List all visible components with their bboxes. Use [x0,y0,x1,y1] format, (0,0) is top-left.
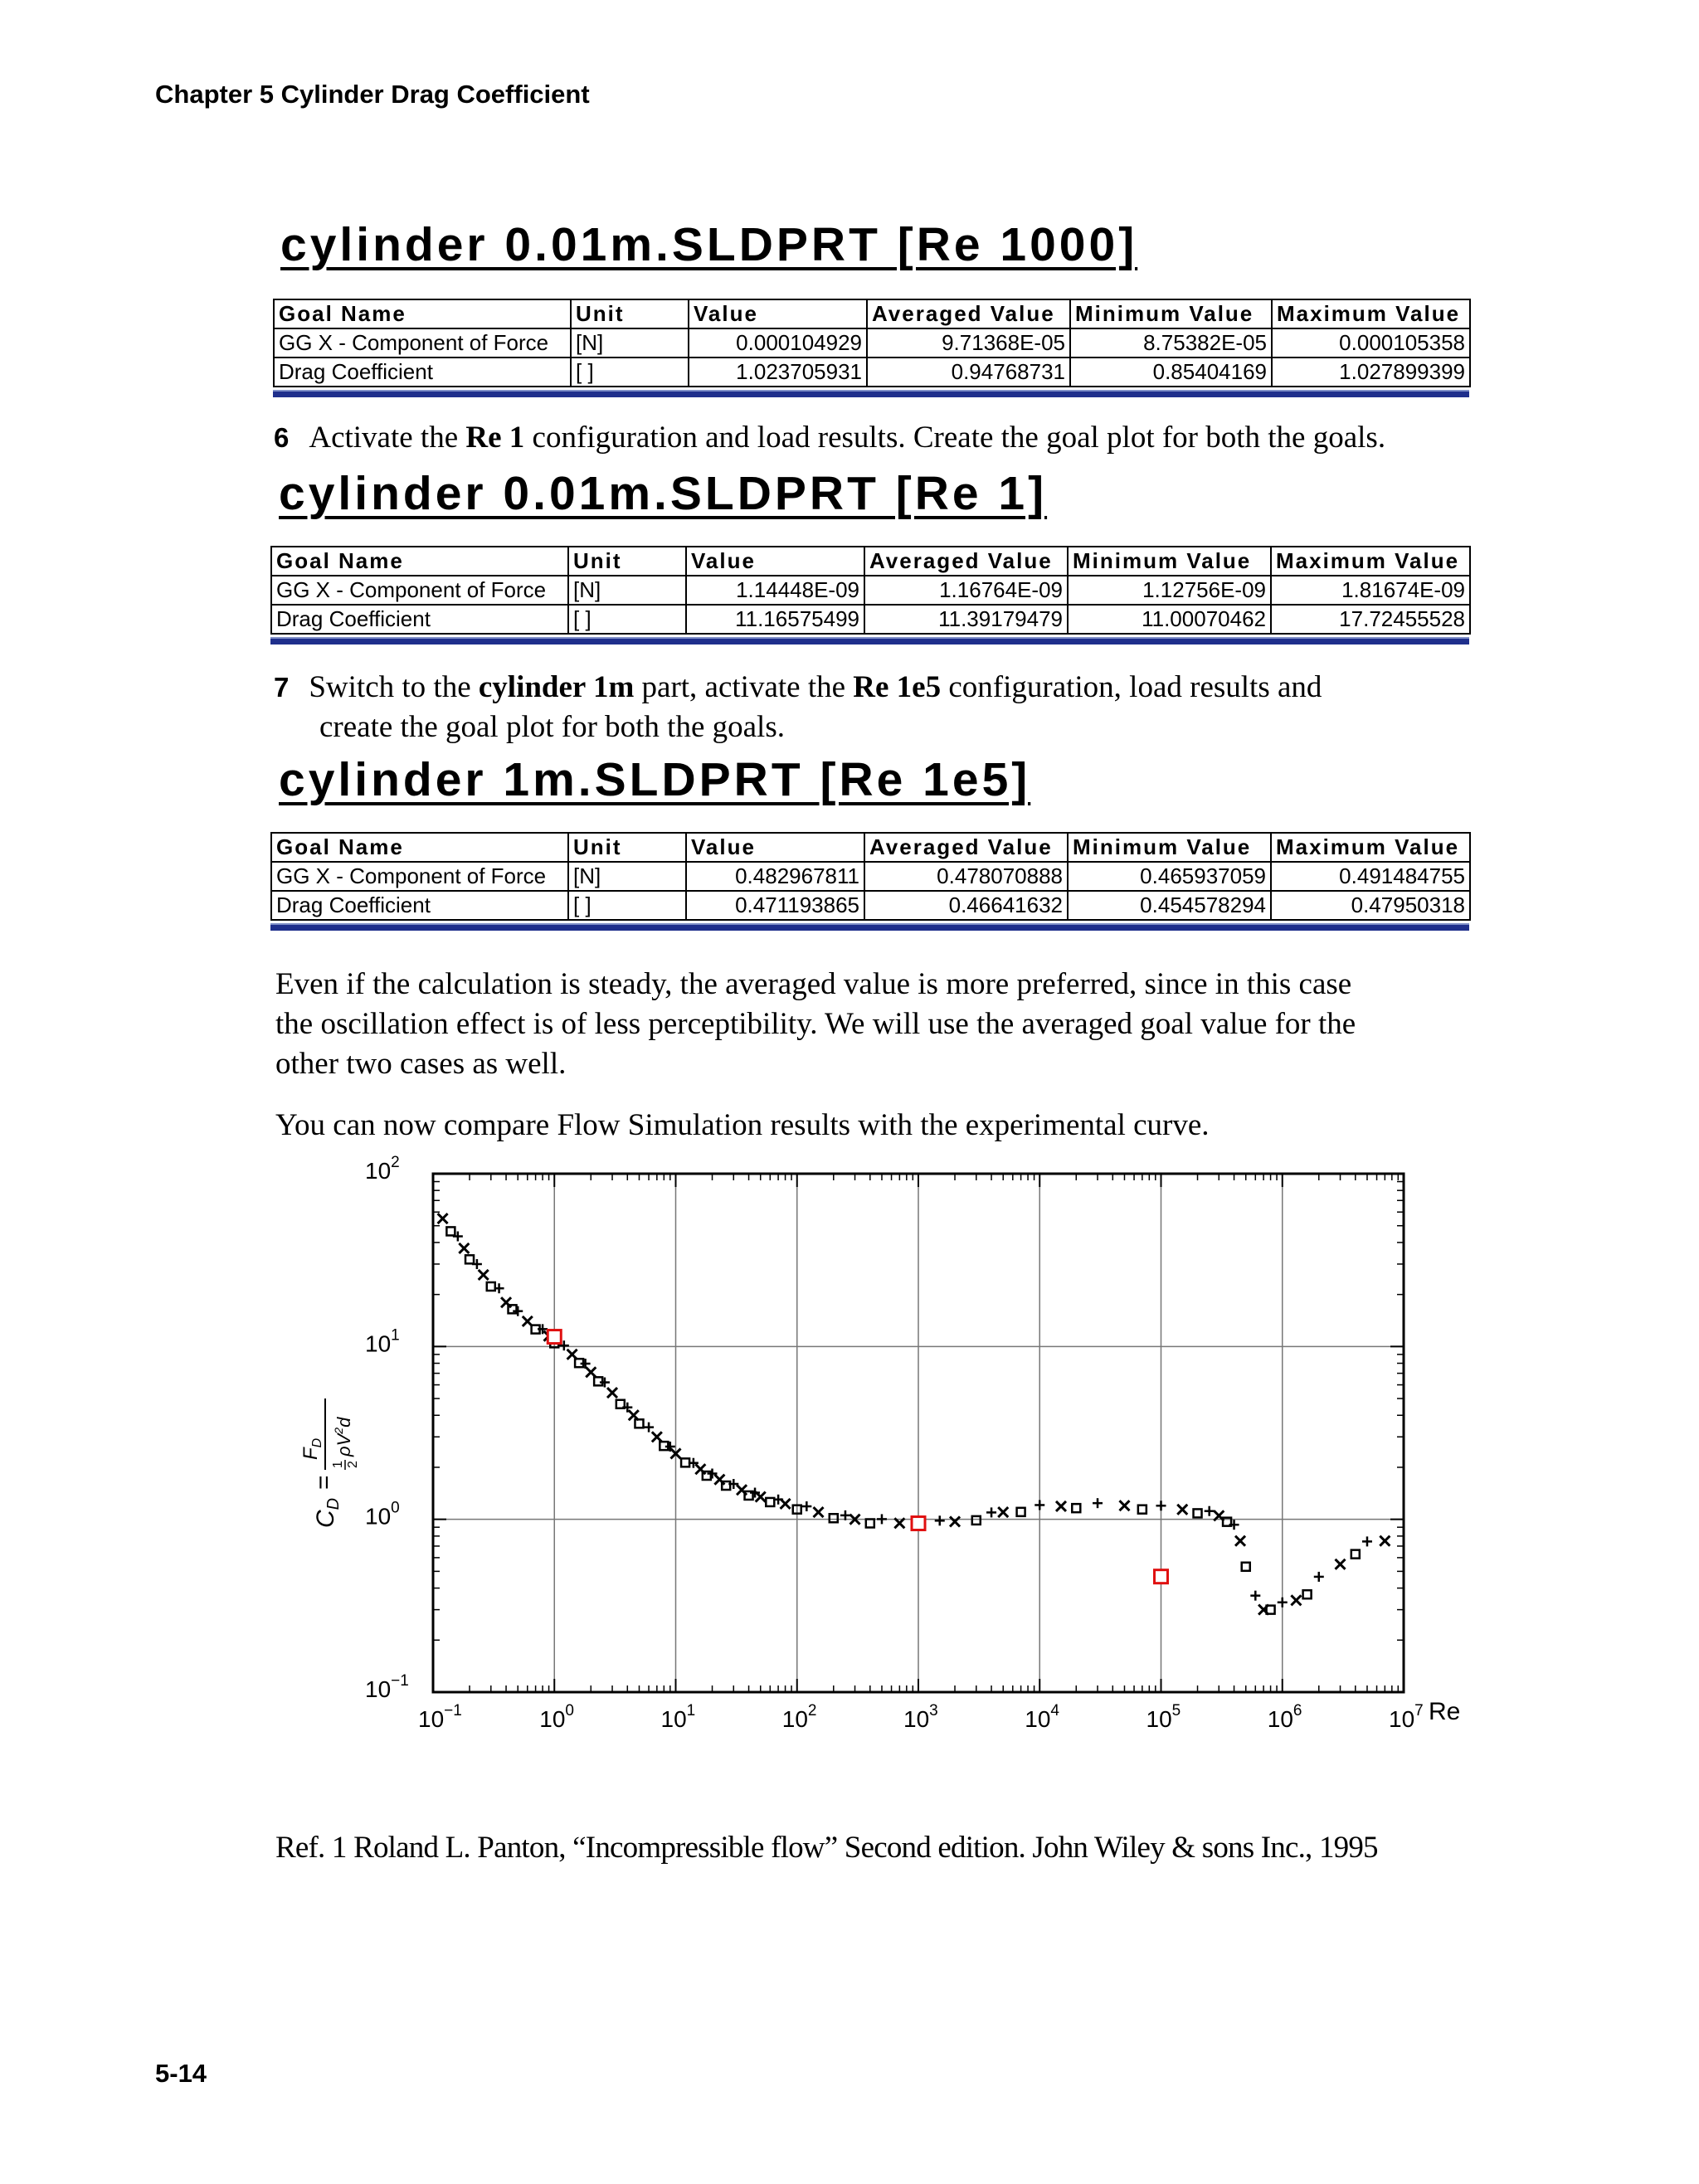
header-minimum-value: Minimum Value [1070,299,1272,328]
data-point-cross [781,1499,791,1509]
data-point-plus [1205,1506,1215,1516]
unit-cell: [ ] [568,605,686,634]
y-tick-label: $10^0$ [365,1499,400,1530]
header-averaged-value: Averaged Value [864,833,1068,862]
table-row [271,605,1470,634]
header-minimum-value: Minimum Value [1068,833,1271,862]
data-point-cross [459,1243,469,1253]
chapter-header: Chapter 5 Cylinder Drag Coefficient [155,80,590,109]
data-point-plus [1250,1591,1260,1601]
goal-name-cell: GG X - Component of Force [271,576,568,605]
data-point-square [972,1516,981,1525]
data-point-cross [1056,1501,1066,1511]
value-cell: 11.16575499 [686,605,864,634]
x-tick-label: $10^5$ [1146,1702,1181,1732]
unit-cell: [N] [568,862,686,891]
data-point-plus [1278,1598,1288,1608]
data-point-plus [644,1423,654,1432]
maximum-cell: 0.000105358 [1272,328,1470,358]
header-value: Value [686,547,864,576]
data-point-cross [714,1475,724,1485]
header-averaged-value: Averaged Value [867,299,1070,328]
maximum-cell: 0.47950318 [1271,891,1470,920]
maximum-cell: 0.491484755 [1271,862,1470,891]
y-tick-label: $10^{-1}$ [365,1672,409,1702]
goal-name-cell: Drag Coefficient [271,891,568,920]
data-point-plus [1314,1572,1324,1582]
minimum-cell: 0.454578294 [1068,891,1271,920]
data-point-square [487,1282,495,1291]
table-bottom-bar [273,390,1469,397]
ylabel-numerator: $F_D$ [299,1437,324,1460]
data-point-cross [607,1388,617,1398]
data-point-square [1351,1550,1360,1559]
table-row [271,576,1470,605]
goal-name-cell: Drag Coefficient [274,358,571,387]
x-tick-label: $10^6$ [1267,1702,1302,1732]
y-tick-labels [365,1154,409,1702]
goal-table-re1000 [273,299,1471,387]
data-point-square [1072,1504,1080,1512]
data-point-square [465,1255,474,1263]
header-unit: Unit [568,833,686,862]
minimum-cell: 11.00070462 [1068,605,1271,634]
averaged-cell: 0.46641632 [864,891,1068,920]
x-tick-label: $10^4$ [1025,1702,1059,1732]
x-tick-label: $10^3$ [903,1702,938,1732]
data-point-cross [438,1214,448,1223]
step-number: 7 [274,672,290,703]
maximum-cell: 17.72455528 [1271,605,1470,634]
data-point-square [830,1514,838,1522]
svg-text:1: 1 [331,1461,345,1468]
data-point-cross [652,1432,662,1442]
header-goal-name: Goal Name [271,547,568,576]
goal-table-re1e5 [270,832,1471,921]
data-point-cross [1380,1536,1390,1546]
averaged-cell: 11.39179479 [864,605,1068,634]
averaged-cell: 1.16764E-09 [864,576,1068,605]
simulation-result-point [912,1517,925,1530]
section-title-re1e5: cylinder 1m.SLDPRT [Re 1e5] [279,753,1031,806]
maximum-cell: 1.027899399 [1272,358,1470,387]
averaged-cell: 0.478070888 [864,862,1068,891]
data-point-plus [1362,1536,1372,1546]
header-maximum-value: Maximum Value [1272,299,1470,328]
table-header-row [274,299,1470,328]
data-point-cross [998,1507,1008,1517]
ylabel-cd: $C_D$ [312,1497,343,1528]
minimum-cell: 8.75382E-05 [1070,328,1272,358]
compare-paragraph: You can now compare Flow Simulation results with the experimental curve. [275,1108,1210,1142]
data-point-cross [814,1507,824,1517]
table-bottom-bar [270,923,1469,931]
goal-table-re1 [270,546,1471,635]
minimum-cell: 1.12756E-09 [1068,576,1271,605]
y-tick-label: $10^1$ [365,1326,400,1357]
data-point-cross [1235,1536,1245,1546]
svg-text:=: = [310,1475,338,1490]
table-header-row [271,833,1470,862]
x-tick-label: $10^2$ [781,1702,817,1732]
x-axis-label: Re [1429,1698,1461,1725]
unit-cell: [ ] [568,891,686,920]
unit-cell: [N] [568,576,686,605]
header-maximum-value: Maximum Value [1271,547,1470,576]
header-averaged-value: Averaged Value [864,547,1068,576]
step-number: 6 [274,422,290,453]
header-goal-name: Goal Name [271,833,568,862]
value-cell: 1.023705931 [689,358,867,387]
data-point-plus [935,1515,945,1525]
goal-name-cell: Drag Coefficient [271,605,568,634]
simulation-result-point [1155,1570,1168,1583]
header-minimum-value: Minimum Value [1068,547,1271,576]
x-tick-label: $10^{-1}$ [418,1702,462,1732]
goal-name-cell: GG X - Component of Force [274,328,571,358]
y-tick-label: $10^2$ [365,1154,400,1184]
header-maximum-value: Maximum Value [1271,833,1470,862]
data-point-plus [877,1514,887,1524]
data-point-cross [586,1367,596,1377]
simulation-result-point [548,1330,561,1344]
page-number: 5-14 [155,2059,207,2088]
data-point-cross [1177,1505,1187,1515]
table-row [274,328,1470,358]
data-point-square [635,1419,643,1428]
data-points [438,1214,1390,1615]
step-7-text: 7 Switch to the cylinder 1m part, activate the Re 1e5 configuration, load results and create the goal plot for both the goals. [274,670,1322,744]
x-tick-labels [418,1702,1424,1732]
minimum-cell: 0.465937059 [1068,862,1271,891]
data-point-cross [1336,1559,1346,1569]
data-point-square [1242,1563,1250,1571]
section-title-re1: cylinder 0.01m.SLDPRT [Re 1] [279,467,1048,520]
data-point-plus [1034,1500,1044,1510]
svg-text:2: 2 [346,1461,360,1468]
unit-cell: [N] [571,328,689,358]
data-point-square [766,1498,774,1506]
data-point-cross [1119,1501,1129,1510]
x-tick-label: $10^7$ [1389,1702,1424,1732]
x-tick-label: $10^0$ [539,1702,574,1732]
data-point-plus [1156,1501,1166,1510]
goal-name-cell: GG X - Component of Force [271,862,568,891]
table-row [271,891,1470,920]
table-header-row [271,547,1470,576]
table-row [271,862,1470,891]
step-6-text: 6 Activate the Re 1 configuration and load results. Create the goal plot for both the goals. [274,421,1386,455]
value-cell: 0.000104929 [689,328,867,358]
data-point-square [866,1519,874,1527]
averaged-cell: 9.71368E-05 [867,328,1070,358]
drag-coefficient-chart [274,1153,1493,1750]
header-goal-name: Goal Name [274,299,571,328]
data-point-cross [479,1270,489,1280]
data-point-plus [513,1306,523,1316]
data-point-cross [756,1492,766,1502]
explanation-paragraph: Even if the calculation is steady, the averaged value is more preferred, since in this case the oscillation effect is of less perceptibility. We will use the averaged goal value for the other two cases as well. [275,967,1356,1081]
data-point-plus [801,1501,811,1511]
data-point-cross [1291,1595,1301,1605]
maximum-cell: 1.81674E-09 [1271,576,1470,605]
table-row [274,358,1470,387]
header-value: Value [689,299,867,328]
y-axis-label [299,1398,360,1528]
data-point-cross [695,1464,705,1474]
data-point-square [1017,1508,1025,1516]
table-bottom-bar [270,637,1469,644]
ylabel-denominator: $\rho V^2d$ [332,1417,354,1457]
section-title-re1000: cylinder 0.01m.SLDPRT [Re 1000] [280,218,1138,271]
averaged-cell: 0.94768731 [867,358,1070,387]
value-cell: 0.482967811 [686,862,864,891]
minimum-cell: 0.85404169 [1070,358,1272,387]
header-unit: Unit [571,299,689,328]
data-point-cross [950,1516,960,1526]
data-point-plus [986,1507,996,1517]
data-point-square [681,1458,689,1467]
header-unit: Unit [568,547,686,576]
reference-text: Ref. 1 Roland L. Panton, “Incompressible flow” Second edition. John Wiley & sons Inc., 1995 [275,1831,1378,1865]
value-cell: 1.14448E-09 [686,576,864,605]
unit-cell: [ ] [571,358,689,387]
header-value: Value [686,833,864,862]
data-point-square [1303,1590,1312,1598]
data-point-square [1138,1505,1146,1514]
x-tick-label: $10^1$ [660,1702,696,1732]
data-point-square [1194,1509,1202,1517]
value-cell: 0.471193865 [686,891,864,920]
data-point-plus [1093,1498,1103,1508]
data-point-square [446,1227,455,1235]
chart-grid [433,1174,1404,1692]
